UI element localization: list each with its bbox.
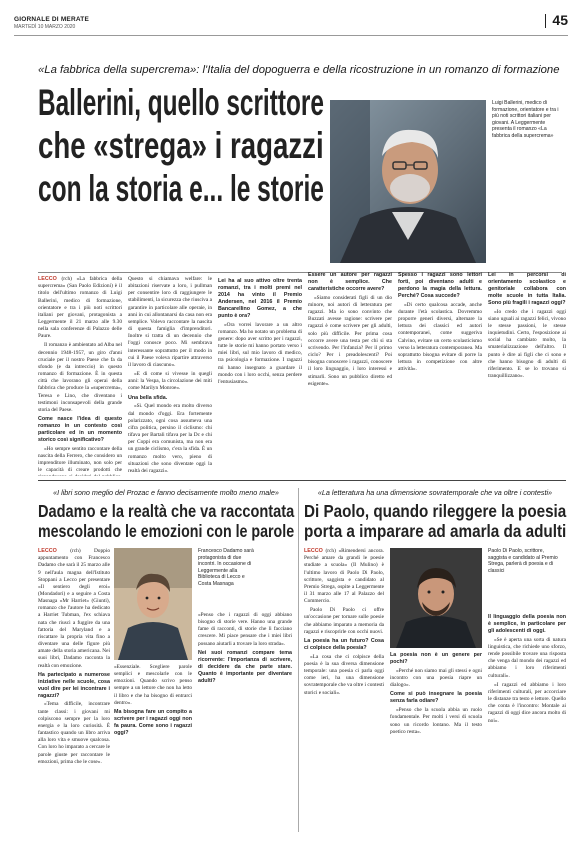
question: Una bella sfida.	[128, 394, 168, 401]
author-portrait-2-icon	[114, 548, 192, 660]
paragraph: «Tema difficile, incontrare tante classi: i giovani mi colpiscono sempre per la loro energia e la loro curiosità. È fantastico quando un libro arriva alla loro vita e smuove qualcosa. Con loro ho imparato a cercare le parole giuste per raccontare le emozioni, prima che le cose».	[38, 701, 110, 765]
question: Lei ha al suo attivo oltre trenta romanzi, tra i molti premi nel 2014 ha vinto il Premio Andersen, nel 2016 il Premio Bancarellino Gomez, a che punto è ora?	[218, 278, 302, 319]
dateline: LECCO	[304, 548, 323, 554]
paragraph: «Ho sempre sentito raccontare della nascita della Ferrero, che considero un imprenditore illuminato, non solo per le capacità di creare prodotti che	[38, 445, 122, 474]
top-article-column-6	[488, 270, 566, 382]
author-portrait-photo	[330, 100, 486, 263]
bottom-right-column-2	[390, 548, 482, 738]
paragraph: «Rimendersi ancora. Perché amare da grandi le poesie studiate a scuola» (Il Mulino) è l'ultimo lavoro di Paolo Di Paolo, scrittore, saggista e candidato al Premio Strega, ospite a Leggermente il 31 marzo alle 17 al Palazzo del Commercio.	[304, 548, 384, 605]
bottom-left-column-2	[114, 548, 192, 739]
paragraph: «Siamo considerati figli di un dio minore, noi autori di letteratura per ragazzi. Ma io sono convinto che Buzzati avesse ragione: scrivere per ragazzi è come scrivere per gli adulti, solo più difficile. Per prima cosa occorre avere una testa per chi si sta scrivendo. Per l'infanzia? Per il primo ciclo? Per i preadolescenti? Poi bisogna conoscere i ragazzi, conoscere il loro linguaggio, i loro interessi e stimarli. Sono un pubblico diretto ed esigente».	[308, 294, 392, 387]
question: Lei in percorsi di orientamento scolastico e genitoriale collabora con molte scuole in tutta Italia. Sono più fragili i ragazzi oggi?	[488, 272, 566, 306]
paragraph: «Essenziale. Scegliere parole semplici e mescolarle con le emozioni. Quando scrivo penso sempre a un lettore che non ha letto il libro e che ha bisogno di entrarci dentro».	[114, 664, 192, 706]
top-article-column-5	[398, 270, 482, 375]
top-article-column-1	[38, 276, 122, 476]
bottom-right-photo-caption: Paolo Di Paolo, scrittore, saggista e candidato al Premio Strega, parlerà di poesia e di classici	[488, 548, 558, 574]
bottom-left-column-1	[38, 548, 110, 768]
paragraph: «Sì. Quel mondo era molto diverso dal mondo d'oggi. Era fortemente polarizzato, ogni cosa assumeva una cifra politica, persino il ciclismo: chi tifava per Bartali tifava per la Dc e chi per Coppi era comunista, ma non era un grande ciclismo, c'era la sfida. È un romanzo molto vero, pieno di situazioni che sono diventate oggi la realtà dei ragazzi».	[128, 403, 212, 474]
top-article-column-4	[308, 270, 392, 390]
paragraph: «I ragazzi ed abbiamo i loro riferimenti culturali, per accorciare le distanze tra testo e lettore. Quello che conta è l'incontro: Montale ai ragazzi di oggi dice ancora molto di noi».	[488, 681, 566, 724]
paragraph: «Penso che i ragazzi di oggi abbiano bisogno di storie vere. Hanno una grande fame di racconti, di storie che li facciano crescere. Mi piace pensare che i miei libri possano aiutarli a trovare la loro strada».	[198, 612, 292, 647]
bottom-left-photo-caption: Francesco Dadamo sarà protagonista di due incontri. In occasione di Leggermente alla Biblioteca di Lecco e Costa Masnaga	[198, 548, 254, 588]
bottom-right-kicker: «La letteratura ha una dimensione sovratemporale che va oltre i contesti»	[317, 488, 553, 497]
question: Il linguaggio della poesia non è semplice, in particolare per gli adolescenti di oggi.	[488, 614, 566, 634]
question: La poesia ha un futuro? Cosa ci colpisce della poesia?	[304, 637, 384, 651]
author-portrait-3-icon	[390, 548, 482, 648]
author-portrait-2-photo	[114, 548, 192, 660]
top-article-rule	[38, 272, 562, 273]
paragraph: «La cosa che ci colpisce della poesia è la sua diversa dimensione temporale: una poesia ci parla oggi come ieri, ha una dimensione sovratemporale che va oltre i contesti storici e sociali».	[304, 653, 384, 696]
paragraph: Questo si chiamava welfare: le abitazioni riservate a loro, i pullman per consentire loro di raggiungere le stabilimenti, la sicurezza che riusciva a garantire in particolare alle operaie, in anni in cui allontanarsi da casa non era semplice. Volevo raccontare la nascita di questa famiglia d'imprenditori. Inoltre si tratta di un decennio che l'oggi conosce poco. Mi sembrava interessante soprattutto per il modo in cui il Paese voleva ripartire attraverso il lavoro di ciascuno».	[128, 276, 212, 368]
vertical-divider	[298, 488, 299, 832]
paragraph: Il romanzo è ambientato ad Alba nel decennio 1948-1957, un giro d'anni cruciale per il nostro Paese che fa da sfondo (e da intreccio) in questo romanzo di formazione. È in questa città che lavorano gli operai della fabbrica che produce la «supercrema», Teresa e Lino, che diventano i testimoni inconsapevoli della grande storia del Paese.	[38, 342, 122, 413]
paragraph: «Perché non siamo mai gli stessi e ogni incontro con una poesia riapre un dialogo».	[390, 667, 482, 689]
paragraph: «Io credo che i ragazzi oggi siano uguali ai ragazzi felici, vivono le stesse passioni, le stesse inquietudini. Certo, l'esposizione ai social ha cambiato molto, la smaterializzazione dell'altro. Il punto è dire ai figli che ci sono e che hanno bisogno di adulti di riferimento. E se lo trovano si tranquillizzano».	[488, 308, 566, 380]
page-number: 45	[552, 12, 568, 28]
question: La poesia non è un genere per pochi?	[390, 652, 482, 665]
author-portrait-icon	[330, 100, 486, 263]
paragraph: «Se è aperta una sorta di natura linguistica, che richiede uno sforzo, rende possibile trovare una risposta che venga dal mondo dei ragazzi ed abbiamo i loro riferimenti culturali».	[488, 636, 566, 679]
question: Spesso i ragazzi sono lettori forti, poi diventano adulti e perdono la magia della lettura. Perché? Cosa succede?	[398, 272, 482, 299]
paragraph: «Ora vorrei lavorare a un altro romanzo. Ma ho notato un problema di genere: dopo aver scritto per i ragazzi, tutte le storie mi hanno portato verso i miei libri, sul mio lavoro di medico, tra psicologia e formazione. I ragazzi mi hanno insegnato a guardare il mondo con i loro occhi, senza perdere l'entusiasmo».	[218, 321, 302, 385]
top-photo-caption: Luigi Ballerini, medico di formazione, orientatore e tra i più noti scrittori italiani per giovani. A Leggermente presenta il romanzo «La fabbrica della supercrema»	[492, 100, 559, 140]
top-kicker: «La fabbrica della supercrema»: l'Italia del dopoguerra e della ricostruzione in un romanzo di formazione	[38, 64, 560, 76]
paragraph: «La fabbrica della supercrema» (San Paolo Edizioni) è il titolo dell'ultimo romanzo di Luigi Ballerini, medico di formazione, orientatore e tra i più noti scrittori italiani per giovani, protagonista a Leggermente il 21 marzo alle 9.30 nella sala conferenze di Palazzo delle Paure.	[38, 276, 122, 340]
bottom-right-headline-line-1: Di Paolo, quando rileggere la poesia	[304, 501, 567, 521]
top-headline-line-2: che «strega» i ragazzi	[38, 125, 324, 166]
bottom-left-headline-line-2: mescolando le emozioni con le parole	[38, 521, 295, 541]
page-header	[14, 6, 568, 36]
paragraph: «Penso che la scuola abbia un ruolo fondamentale. Per molti i versi di scuola sono un ricordo lontano. Ma il testo poetico resta».	[390, 707, 482, 735]
bottom-right-column-3	[488, 612, 566, 727]
dateline: LECCO	[38, 276, 57, 282]
bottom-left-column-3	[198, 612, 292, 686]
question: Come si può insegnare la poesia senza farla odiare?	[390, 691, 482, 705]
paragraph: Doppio appuntamento con Francesco Dadamo che sarà il 25 marzo alle 9 nell'aula magna dell'Istituto Stoppani a Lecco per presentare «Il sentiero degli eroi» (Mondadori) e a seguire a Costa Masnaga «Mr Harriet» (Giunti), romanzo che l'autore ha dedicato a Harriet Tubman, l'ex schiava nata che riuscì a fuggire da una fattoria del Maryland e a riscattare la propria vita fino a diventare una delle figure più amate della storia americana. Nei suoi libri, Dadamo racconta la realtà con emozione.	[38, 548, 110, 669]
top-headline-line-3: con la storia e... le storie	[38, 168, 324, 209]
top-headline-line-1: Ballerini, quello scrittore	[38, 82, 324, 123]
question: Essere un autore per ragazzi non è semplice. Che caratteristiche occorre avere?	[308, 272, 392, 292]
question: Ma bisogna fare un compito a scrivere per i ragazzi oggi non fa paura. Come sono i ragazzi oggi?	[114, 708, 192, 736]
byline: (rch)	[325, 548, 336, 554]
paragraph: Paolo Di Paolo ci offre un'occasione per tornare sulle poesie che abbiamo imparato a memoria da ragazzi e riscoprirle con occhi nuovi.	[304, 607, 384, 635]
byline: (rch)	[70, 548, 81, 554]
question: Nei suoi romanzi compare tema ricorrente: l'importanza di scrivere, di decidere da che parte stare. Quanto è importante per diventare adulti?	[198, 649, 292, 684]
top-article-column-2	[128, 276, 212, 476]
section-divider	[38, 480, 566, 481]
bottom-right-headline-line-2: porta a imparare ad amarla da adulti	[304, 521, 567, 541]
byline: (rch)	[61, 276, 72, 282]
bottom-left-headline-line-1: Dadamo e la realtà che va raccontata	[38, 501, 295, 521]
bottom-right-column-1	[304, 548, 384, 699]
bottom-left-kicker: «I libri sono meglio del Prozac e fanno decisamente molto meno male»	[53, 488, 279, 497]
paragraph: «E di come si vivesse in quegli anni: la Vespa, la circolazione dei miti come Marilyn Monroe».	[128, 371, 212, 392]
issue-date: MARTEDÌ 10 MARZO 2020	[14, 24, 76, 30]
masthead: GIORNALE DI MERATE	[14, 16, 89, 23]
author-portrait-3-photo	[390, 548, 482, 648]
dateline: LECCO	[38, 548, 57, 554]
question: Ha partecipato a numerose iniziative nelle scuole, cosa vuol dire per lei incontrare i ragazzi?	[38, 671, 110, 699]
top-article-column-3	[218, 276, 302, 388]
paragraph: «Di certo qualcosa accade, anche durante l'età scolastica. Dovremmo proporre generi diversi, alternare la lettura dei classici ed autori contemporanei, come suggeriva Calvino, evitare un certo scolasticismo verso la letteratura contemporanea. Ma soprattutto bisogna evitare di porre la lettura in competizione con altre attività».	[398, 301, 482, 373]
question: Come nasce l'idea di questo romanzo in un contesto così particolare ed in un momento storico così significativo?	[38, 416, 122, 443]
